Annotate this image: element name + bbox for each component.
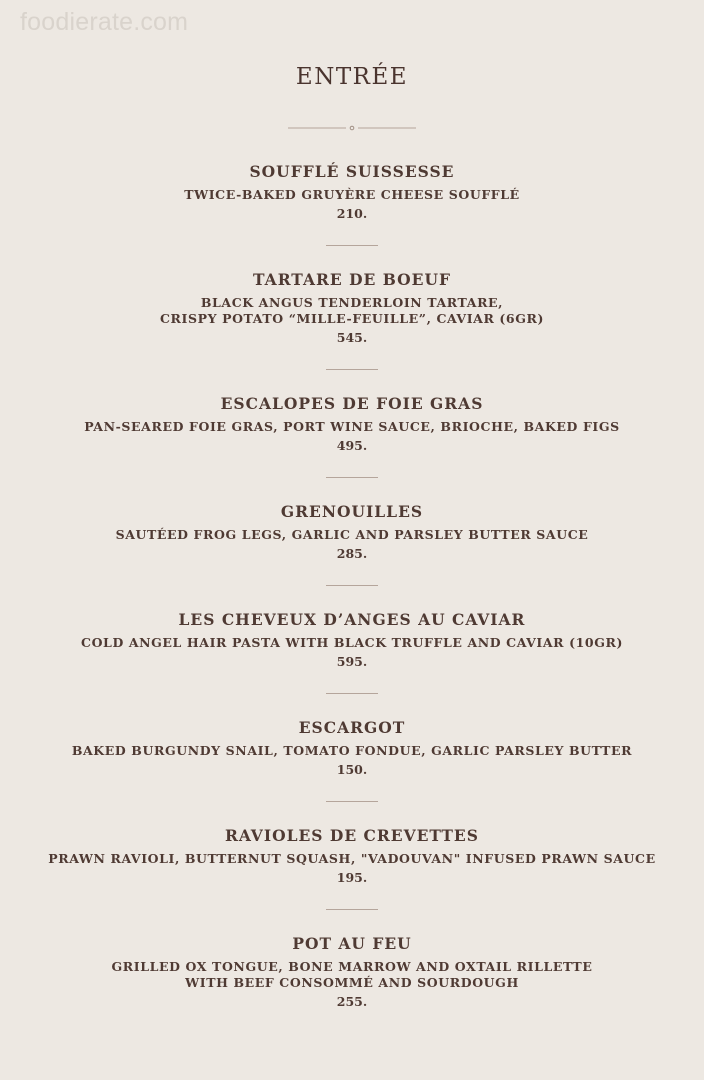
item-name: SOUFFLÉ SUISSESSE <box>249 162 455 181</box>
menu-item <box>0 501 704 562</box>
item-description: WITH BEEF CONSOMMÉ AND SOURDOUGH <box>185 975 519 990</box>
item-divider <box>326 909 378 910</box>
item-description: PRAWN RAVIOLI, BUTTERNUT SQUASH, "VADOUVAN" INFUSED PRAWN SAUCE <box>48 851 656 866</box>
item-divider <box>326 245 378 246</box>
item-description: GRILLED OX TONGUE, BONE MARROW AND OXTAIL RILLETTE <box>111 959 593 974</box>
item-price: 195. <box>336 870 368 885</box>
item-price: 255. <box>336 994 368 1009</box>
item-divider <box>326 801 378 802</box>
item-name: GRENOUILLES <box>280 502 424 521</box>
item-price: 495. <box>336 438 368 453</box>
menu-list <box>0 161 704 1010</box>
item-divider <box>326 369 378 370</box>
item-description: COLD ANGEL HAIR PASTA WITH BLACK TRUFFLE AND CAVIAR (10GR) <box>81 635 623 650</box>
menu-item <box>0 717 704 778</box>
item-price: 285. <box>336 546 368 561</box>
item-description: SAUTÉED FROG LEGS, GARLIC AND PARSLEY BUTTER SAUCE <box>115 527 589 542</box>
item-name: LES CHEVEUX D’ANGES AU CAVIAR <box>178 610 526 629</box>
section-title: ENTRÉE <box>295 64 409 90</box>
item-price: 545. <box>336 330 368 345</box>
item-description: TWICE-BAKED GRUYÈRE CHEESE SOUFFLÉ <box>184 187 520 202</box>
item-description: PAN-SEARED FOIE GRAS, PORT WINE SAUCE, BRIOCHE, BAKED FIGS <box>84 419 620 434</box>
menu-item <box>0 161 704 222</box>
watermark: foodierate.com <box>20 8 189 36</box>
item-description: CRISPY POTATO “MILLE-FEUILLE”, CAVIAR (6GR) <box>159 311 544 326</box>
menu-item <box>0 825 704 886</box>
item-name: ESCARGOT <box>298 718 406 737</box>
item-divider <box>326 693 378 694</box>
item-name: TARTARE DE BOEUF <box>252 270 451 289</box>
item-description: BAKED BURGUNDY SNAIL, TOMATO FONDUE, GARLIC PARSLEY BUTTER <box>71 743 633 758</box>
menu-item <box>0 933 704 1010</box>
item-divider <box>326 477 378 478</box>
item-name: POT AU FEU <box>292 934 412 953</box>
menu-item <box>0 393 704 454</box>
menu-item <box>0 269 704 346</box>
item-name: ESCALOPES DE FOIE GRAS <box>220 394 484 413</box>
menu-item <box>0 609 704 670</box>
title-ornament <box>288 124 416 132</box>
item-price: 595. <box>336 654 368 669</box>
item-description: BLACK ANGUS TENDERLOIN TARTARE, <box>200 295 504 310</box>
item-price: 210. <box>336 206 368 221</box>
item-name: RAVIOLES DE CREVETTES <box>225 826 479 845</box>
item-divider <box>326 585 378 586</box>
item-price: 150. <box>336 762 368 777</box>
